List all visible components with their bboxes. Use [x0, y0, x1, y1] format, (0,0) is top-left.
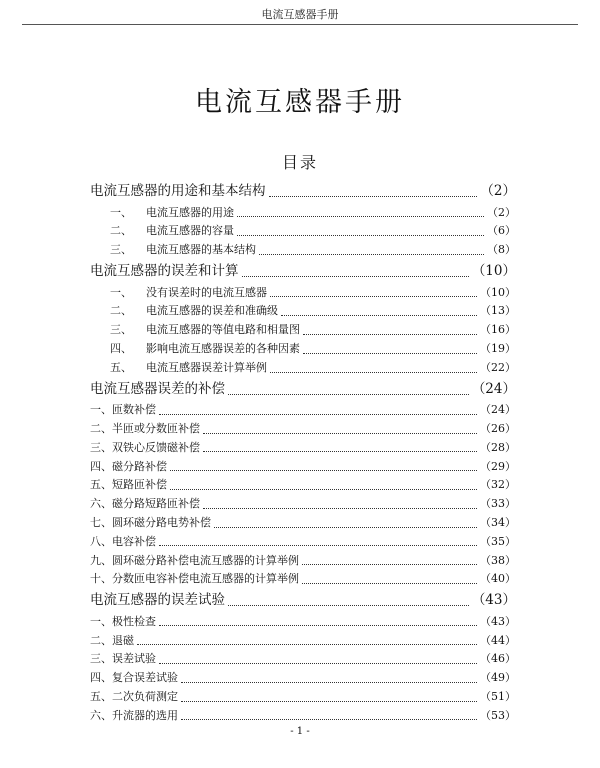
dot-leader	[302, 575, 477, 584]
toc-entry-number: 六、	[90, 497, 112, 511]
toc-entry-page: （13）	[480, 304, 516, 318]
toc-entry-page: （2）	[487, 205, 516, 219]
dot-leader	[269, 187, 478, 197]
toc-entry-number: 四、	[90, 671, 112, 685]
toc-entry-number: 四、	[90, 459, 112, 473]
toc-entry-label: 电流互感器误差的补偿	[90, 380, 225, 397]
toc-entry-label: 电流互感器的误差和准确级	[146, 304, 278, 318]
toc-entry-page: （38）	[480, 553, 516, 567]
toc-entry-page: （24）	[480, 403, 516, 417]
dot-leader	[170, 481, 477, 490]
toc-entry-number: 五、	[90, 689, 112, 703]
toc-section-entry	[90, 669, 516, 688]
toc-entry-number: 三、	[90, 440, 112, 454]
toc-entry-number: 一、	[110, 205, 132, 219]
running-header: 电流互感器手册	[261, 8, 339, 21]
toc-entry-number: 二、	[90, 421, 112, 435]
toc-entry-page: （16）	[480, 323, 516, 337]
toc-entry-number: 八、	[90, 534, 112, 548]
toc-section-entry	[90, 284, 516, 303]
toc-entry-page: （49）	[480, 671, 516, 685]
dot-leader	[302, 557, 477, 566]
toc-section-entry	[90, 204, 516, 223]
dot-leader	[159, 406, 477, 415]
toc-section-entry	[90, 401, 516, 420]
toc-entry-page: （22）	[480, 360, 516, 374]
toc-chapter-entry	[90, 180, 516, 204]
toc-section-entry	[90, 458, 516, 477]
toc-section-entry	[90, 359, 516, 378]
toc-section-entry	[90, 552, 516, 571]
dot-leader	[237, 209, 484, 218]
toc-entry-page: （43）	[480, 614, 516, 628]
toc-entry-page: （40）	[480, 572, 516, 586]
toc-section-entry	[90, 241, 516, 260]
toc-chapter-entry	[90, 589, 516, 613]
toc-entry-label: 半匝或分数匝补偿	[112, 421, 200, 435]
toc-entry-page: （51）	[480, 689, 516, 703]
toc-section-entry	[90, 222, 516, 241]
toc-entry-label: 分数匝电容补偿电流互感器的计算举例	[112, 572, 299, 586]
toc-entry-page: （2）	[480, 183, 516, 199]
toc-entry-label: 匝数补偿	[112, 403, 156, 417]
dot-leader	[181, 693, 477, 702]
toc-entry-label: 电流互感器的基本结构	[146, 243, 256, 257]
page-number: - 1 -	[290, 726, 310, 737]
toc-entry-label: 退磁	[112, 633, 134, 647]
toc-entry-label: 短路匝补偿	[112, 478, 167, 492]
toc-section-entry	[90, 321, 516, 340]
toc-entry-label: 影响电流互感器误差的各种因素	[146, 341, 300, 355]
toc-section-entry	[90, 533, 516, 552]
dot-leader	[214, 519, 477, 528]
toc-entry-label: 电容补偿	[112, 534, 156, 548]
toc-entry-page: （32）	[480, 478, 516, 492]
toc-entry-number: 二、	[110, 304, 132, 318]
toc-entry-label: 电流互感器的容量	[146, 224, 234, 238]
dot-leader	[159, 538, 477, 547]
toc-entry-number: 五、	[110, 360, 132, 374]
dot-leader	[228, 384, 469, 394]
toc-section-entry	[90, 613, 516, 632]
dot-leader	[181, 712, 477, 721]
toc-entry-page: （35）	[480, 534, 516, 548]
toc-chapter-entry	[90, 378, 516, 402]
dot-leader	[303, 345, 477, 354]
header-rule	[22, 24, 578, 25]
dot-leader	[203, 425, 477, 434]
toc-entry-label: 电流互感器误差计算举例	[146, 360, 267, 374]
toc-entry-page: （46）	[480, 652, 516, 666]
toc-entry-page: （24）	[471, 380, 516, 397]
toc-entry-page: （53）	[480, 708, 516, 722]
toc-section-entry	[90, 302, 516, 321]
toc-entry-page: （43）	[471, 592, 516, 609]
toc-section-entry	[90, 570, 516, 589]
toc-section-entry	[90, 688, 516, 707]
toc-entry-number: 十、	[90, 572, 112, 586]
toc-entry-label: 电流互感器的误差试验	[90, 592, 225, 609]
toc-entry-page: （33）	[480, 497, 516, 511]
toc-section-entry	[90, 495, 516, 514]
toc-section-entry	[90, 439, 516, 458]
table-of-contents	[90, 180, 516, 726]
toc-entry-number: 七、	[90, 515, 112, 529]
dot-leader	[270, 364, 477, 373]
toc-entry-page: （29）	[480, 459, 516, 473]
toc-entry-page: （28）	[480, 440, 516, 454]
toc-entry-label: 二次负荷测定	[112, 689, 178, 703]
dot-leader	[270, 289, 477, 298]
dot-leader	[281, 307, 477, 316]
dot-leader	[181, 674, 477, 683]
dot-leader	[203, 444, 477, 453]
toc-entry-label: 电流互感器的误差和计算	[90, 262, 239, 279]
toc-entry-number: 一、	[90, 614, 112, 628]
toc-entry-number: 三、	[90, 652, 112, 666]
dot-leader	[228, 596, 469, 606]
dot-leader	[170, 463, 477, 472]
toc-entry-number: 一、	[90, 403, 112, 417]
toc-entry-number: 九、	[90, 553, 112, 567]
toc-section-entry	[90, 707, 516, 726]
toc-entry-page: （8）	[487, 243, 516, 257]
toc-section-entry	[90, 632, 516, 651]
toc-entry-number: 三、	[110, 323, 132, 337]
document-title: 电流互感器手册	[195, 87, 405, 118]
toc-entry-label: 圆环磁分路补偿电流互感器的计算举例	[112, 553, 299, 567]
dot-leader	[159, 618, 477, 627]
toc-entry-label: 双铁心反馈磁补偿	[112, 440, 200, 454]
toc-entry-label: 复合误差试验	[112, 671, 178, 685]
toc-entry-page: （19）	[480, 341, 516, 355]
toc-entry-page: （44）	[480, 633, 516, 647]
dot-leader	[237, 227, 484, 236]
toc-chapter-entry	[90, 260, 516, 284]
toc-entry-number: 二、	[90, 633, 112, 647]
toc-entry-number: 一、	[110, 285, 132, 299]
toc-section-entry	[90, 420, 516, 439]
dot-leader	[159, 655, 477, 664]
dot-leader	[242, 267, 469, 277]
dot-leader	[137, 637, 477, 646]
toc-entry-label: 电流互感器的用途和基本结构	[90, 183, 266, 199]
toc-entry-label: 极性检查	[112, 614, 156, 628]
toc-entry-page: （34）	[480, 515, 516, 529]
toc-section-entry	[90, 514, 516, 533]
toc-entry-label: 没有误差时的电流互感器	[146, 285, 267, 299]
toc-entry-label: 升流器的选用	[112, 708, 178, 722]
dot-leader	[203, 500, 477, 509]
toc-entry-number: 三、	[110, 243, 132, 257]
toc-entry-label: 磁分路短路匝补偿	[112, 497, 200, 511]
toc-entry-page: （6）	[487, 224, 516, 238]
toc-entry-label: 电流互感器的用途	[146, 205, 234, 219]
toc-entry-number: 二、	[110, 224, 132, 238]
toc-section-entry	[90, 650, 516, 669]
toc-entry-label: 圆环磁分路电势补偿	[112, 515, 211, 529]
toc-entry-label: 电流互感器的等值电路和相量图	[146, 323, 300, 337]
toc-section-entry	[90, 476, 516, 495]
dot-leader	[303, 326, 477, 335]
toc-entry-number: 四、	[110, 341, 132, 355]
toc-entry-label: 误差试验	[112, 652, 156, 666]
toc-entry-label: 磁分路补偿	[112, 459, 167, 473]
toc-section-entry	[90, 340, 516, 359]
toc-heading: 目录	[281, 153, 318, 172]
toc-entry-number: 五、	[90, 478, 112, 492]
toc-entry-number: 六、	[90, 708, 112, 722]
toc-entry-page: （26）	[480, 421, 516, 435]
toc-entry-page: （10）	[480, 285, 516, 299]
dot-leader	[259, 246, 484, 255]
toc-entry-page: （10）	[471, 262, 516, 279]
